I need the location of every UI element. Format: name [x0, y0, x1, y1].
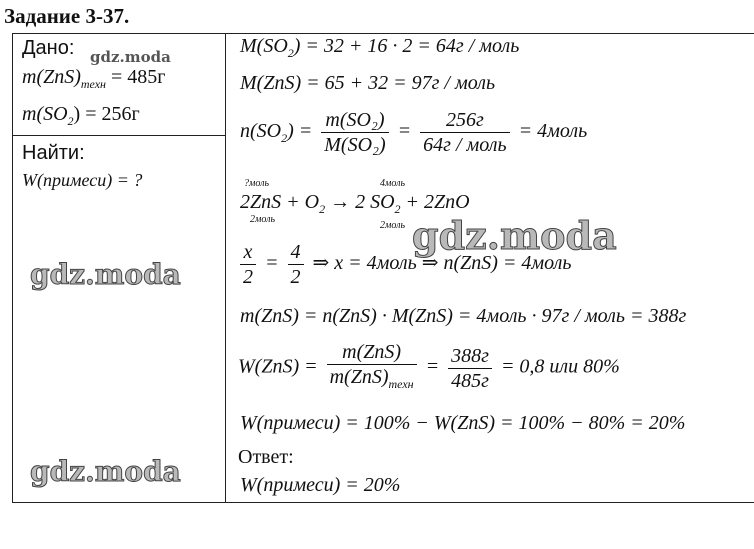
molar-mass-zns: M(ZnS) = 65 + 32 = 97г / моль — [240, 72, 496, 94]
watermark-logo: gdz.moda — [30, 455, 181, 488]
answer-label: Ответ: — [238, 446, 294, 468]
table-divider-horizontal — [12, 135, 226, 136]
fraction-zns: W(ZnS) = $\frac{\text{m(ZnS)}}{m(ZnS)_{техн}}$ = $\frac{388г}{485г}$ = 0,8 или 80% — [238, 341, 620, 392]
given-mass-zns: $m(ZnS)_{техн} = 485г$ — [22, 66, 166, 91]
proportion: $\frac{x}{2}$ = $\frac{4}{2}$ ⇒ x = 4моль ⇒ n(ZnS) = 4моль — [236, 240, 572, 289]
find-impurity: W(примеси) = ? — [22, 170, 143, 190]
answer-value: W(примеси) = 20% — [240, 474, 401, 496]
reaction-label-bottom-left: 2моль — [250, 214, 276, 225]
given-label: Дано: — [22, 37, 75, 59]
moles-so2: $n(SO_2)$ = $\frac{\text{m(SO₂)}}{\text{M(SO₂)}}$ = $\frac{256г}{\text{64г / моль}}$ = 4моль — [240, 109, 588, 156]
table-divider-vertical — [225, 33, 226, 503]
watermark-logo: gdz.moda — [30, 258, 181, 291]
watermark-logo: gdz.moda — [412, 213, 617, 258]
reaction-label-top-right: 4моль — [380, 178, 406, 189]
watermark-logo: gdz.moda — [90, 48, 171, 66]
mass-zns: m(ZnS) = n(ZnS) · M(ZnS) = 4моль · 97г / моль = 388г — [240, 305, 687, 327]
task-title: Задание 3-37. — [4, 4, 130, 28]
reaction-label-top-left: ?моль — [244, 178, 270, 189]
molar-mass-so2: $M(SO_2) = 32 + 16 \cdot 2 = 64г$ / моль — [240, 35, 520, 60]
find-label: Найти: — [22, 142, 85, 164]
reaction-equation: $2ZnS + O_2 \to 2$ $SO_2 + 2ZnO$ — [240, 191, 470, 216]
reaction-label-bottom-right: 2моль — [380, 220, 406, 231]
fraction-impurity: W(примеси) = 100% − W(ZnS) = 100% − 80% = 20% — [240, 412, 686, 434]
given-mass-so2: $m(SO_2) = 256г$ — [22, 103, 140, 128]
